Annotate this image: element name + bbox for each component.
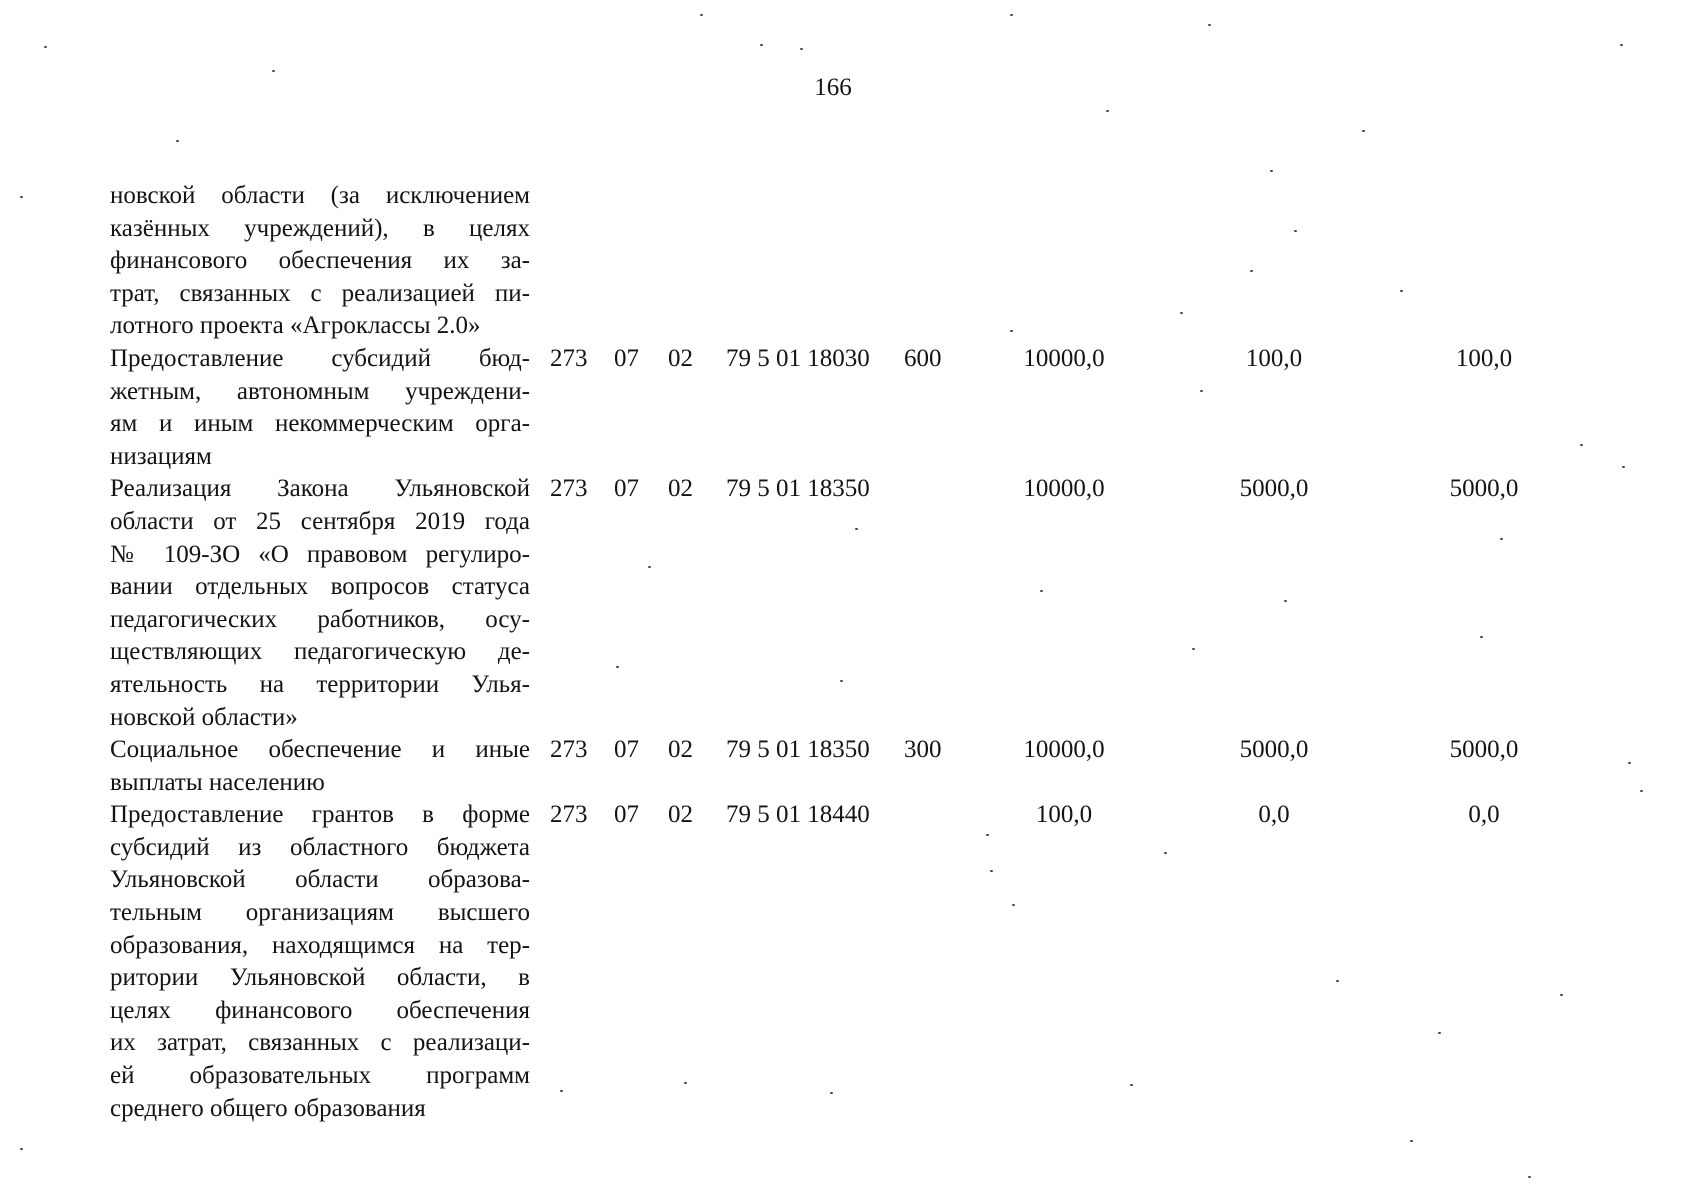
table-row [110,734,1570,799]
section-code-cell: 07 [614,344,639,372]
scan-speck [1200,390,1203,392]
scan-speck [1284,600,1287,602]
scan-speck [700,14,703,16]
description-line: среднего общего образования [110,1094,426,1122]
description-line: образования, находящимся на тер- [110,931,530,959]
scan-speck [1192,648,1195,650]
scan-speck [1336,980,1339,982]
ministry-code-cell: 273 [550,736,588,764]
scan-speck [830,1092,833,1094]
amount-year1-cell: 100,0 [1035,801,1093,829]
scan-speck [1500,538,1503,540]
subsection-code-cell: 02 [668,801,693,829]
target-article-cell: 79 5 01 18440 [726,801,870,829]
ministry-code-cell: 273 [550,475,588,503]
description-line: Предоставление грантов в форме [110,801,530,829]
description-line: № 109-ЗО «О правовом регулиро- [110,540,530,568]
scan-speck [648,566,651,568]
scan-speck [1010,14,1013,16]
amount-year2-cell: 5000,0 [1239,736,1309,764]
scan-speck [1040,590,1043,592]
section-code-cell: 07 [614,736,639,764]
scan-speck [840,680,843,682]
amount-year3-cell: 100,0 [1455,344,1513,372]
scan-speck [1620,44,1623,46]
scan-speck [560,1090,563,1092]
description-line: казённых учреждений), в целях [110,214,530,242]
scan-speck [1362,130,1365,132]
description-line: Реализация Закона Ульяновской [110,475,530,503]
scan-speck [1012,904,1015,906]
scan-speck [1640,790,1643,792]
scan-speck [1560,994,1563,996]
table-row [110,180,1570,343]
description-line: финансового обеспечения их за- [110,247,530,275]
scan-speck [684,1082,687,1084]
table-row [110,473,1570,734]
scan-speck [20,1148,23,1150]
row-description [110,180,530,343]
scan-speck [616,666,619,668]
scan-speck [1410,1140,1413,1142]
row-description [110,343,530,473]
scan-speck [1400,290,1403,292]
scan-speck [800,48,803,50]
scan-speck [990,870,993,872]
description-line: целях финансового обеспечения [110,996,530,1024]
target-article-cell: 79 5 01 18350 [726,736,870,764]
description-line: Предоставление субсидий бюд- [110,344,530,372]
scan-speck [1294,230,1297,232]
scan-speck [1580,444,1583,446]
page-number: 166 [814,74,852,101]
description-line: тельным организациям высшего [110,899,530,927]
description-line: ей образовательных программ [110,1062,530,1090]
amount-year3-cell: 5000,0 [1449,736,1519,764]
amount-year2-cell: 0,0 [1258,801,1290,829]
target-article-cell: 79 5 01 18350 [726,475,870,503]
subsection-code-cell: 02 [668,736,693,764]
description-line: выплаты населению [110,768,325,796]
scan-speck [1106,110,1109,112]
section-code-cell: 07 [614,475,639,503]
scan-speck [986,834,989,836]
description-line: ществляющих педагогическую де- [110,638,530,666]
row-description [110,799,530,1125]
subsection-code-cell: 02 [668,475,693,503]
description-line: вании отдельных вопросов статуса [110,573,530,601]
expense-type-cell: 300 [904,736,942,764]
description-line: педагогических работников, осу- [110,605,530,633]
amount-year3-cell: 0,0 [1468,801,1500,829]
scan-speck [272,70,275,72]
description-line: трат, связанных с реализацией пи- [110,279,530,307]
scan-speck [1622,466,1625,468]
scan-speck [44,46,47,48]
row-description [110,734,530,799]
scan-speck [20,196,23,198]
description-line: субсидий из областного бюджета [110,833,530,861]
scan-speck [1180,312,1183,314]
description-line: новской области (за исключением [110,182,530,209]
amount-year1-cell: 10000,0 [1023,344,1105,372]
scan-speck [1438,1032,1441,1034]
scan-speck [1130,1084,1133,1086]
scan-speck [1480,636,1483,638]
subsection-code-cell: 02 [668,344,693,372]
description-line: Ульяновской области образова- [110,866,530,894]
section-code-cell: 07 [614,801,639,829]
row-description [110,473,530,734]
amount-year2-cell: 100,0 [1245,344,1303,372]
budget-table [110,180,1570,1125]
description-line: Социальное обеспечение и иные [110,736,530,764]
expense-type-cell: 600 [904,344,942,372]
scan-speck [1164,852,1167,854]
description-line: новской области» [110,703,298,731]
scan-speck [1270,170,1273,172]
scan-speck [1528,1176,1531,1178]
scan-speck [1208,24,1211,26]
description-line: ятельность на территории Улья- [110,670,530,698]
scan-speck [1628,762,1631,764]
description-line: низациям [110,442,212,470]
description-line: лотного проекта «Агроклассы 2.0» [110,312,481,340]
scan-speck [1010,330,1013,332]
table-row [110,799,1570,1125]
scan-speck [760,44,763,46]
scan-speck [1250,270,1253,272]
description-line: ритории Ульяновской области, в [110,964,530,992]
ministry-code-cell: 273 [550,344,588,372]
description-line: ям и иным некоммерческим орга- [110,410,530,438]
amount-year3-cell: 5000,0 [1449,475,1519,503]
ministry-code-cell: 273 [550,801,588,829]
table-row [110,343,1570,473]
description-line: жетным, автономным учреждени- [110,377,530,405]
scan-speck [176,140,179,142]
scan-speck [855,528,858,530]
target-article-cell: 79 5 01 18030 [726,344,870,372]
amount-year1-cell: 10000,0 [1023,736,1105,764]
description-line: их затрат, связанных с реализаци- [110,1029,530,1057]
amount-year1-cell: 10000,0 [1023,475,1105,503]
description-line: области от 25 сентября 2019 года [110,507,530,535]
amount-year2-cell: 5000,0 [1239,475,1309,503]
